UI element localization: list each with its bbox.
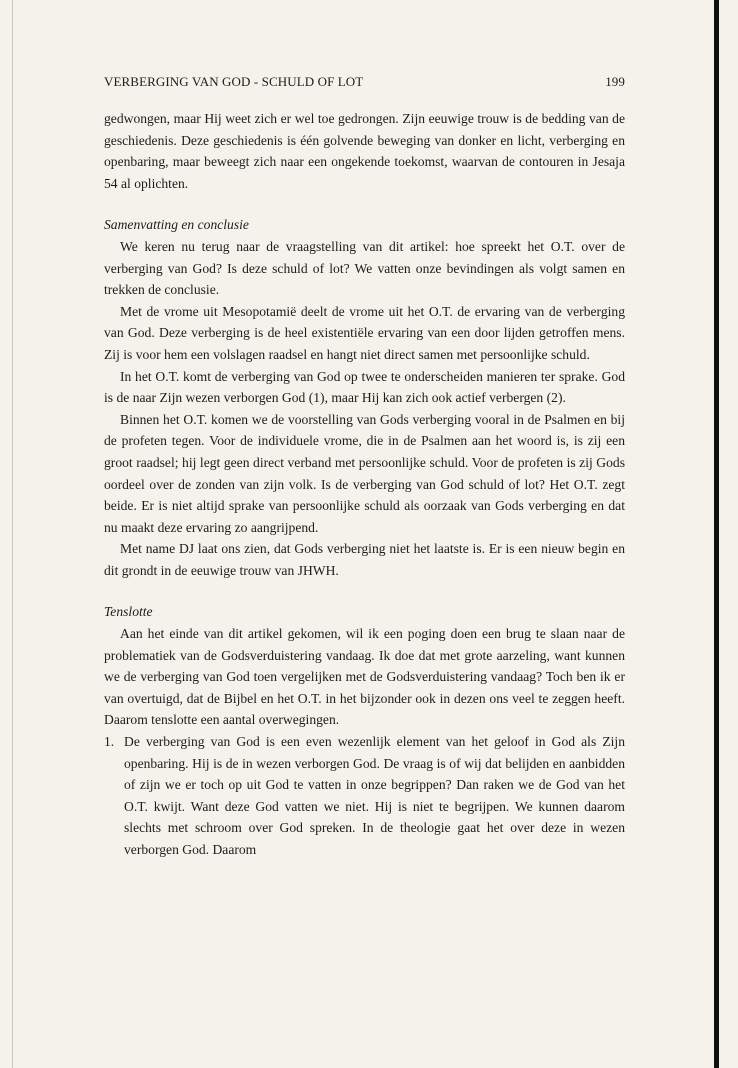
paragraph: Binnen het O.T. komen we de voorstelling van Gods verberging vooral in de Psalmen en bij de profeten tegen. Voor de individuele vrome, die in de Psalmen aan het woord is, is zij een groot raadsel; hij legt geen direct verband met persoonlijke schuld. Voor de profeten is zij Gods oordeel over de zonden van zijn volk. Is de verberging van God schuld of lot? Het O.T. zegt beide. Er is niet altijd sprake van persoonlijke schuld als oorzaak van Gods verberging en dat nu maakt deze ervaring zo aangrijpend.: [104, 411, 625, 535]
paragraph: In het O.T. komt de verberging van God op twee te onderscheiden manieren ter sprake. God is de naar Zijn wezen verborgen God (1), maar Hij kan zich ook actief verbergen (2).: [104, 368, 625, 406]
section-gap: [104, 581, 625, 601]
paragraph: Aan het einde van dit artikel gekomen, wil ik een poging doen een brug te slaan naar de problematiek van de Godsverduistering vandaag. Ik doe dat met grote aarzeling, want kunnen we de verberging van God toen vergelijken met de Godsverduistering vandaag? Toch ben ik er van overtuigd, dat de Bijbel en het O.T. in het bijzonder ook in dezen ons veel te zeggen heeft. Daarom tenslotte een aantal overwegingen.: [104, 626, 625, 728]
page-left-edge: [12, 0, 13, 1068]
list-text: De verberging van God is een even wezenlijk element van het geloof in God als Zijn openbaring. Hij is de in wezen verborgen God. De vraag is of wij dat belijden en aanbidden of zijn we er toch op uit God te vatten in onze begrippen? Dan raken we de God van het O.T. kwijt. Want deze God vatten we niet. Hij is niet te begrijpen. We kunnen daarom slechts met schroom over God spreken. In de theologie gaat het over deze in wezen verborgen God. Daarom: [124, 734, 625, 857]
section-heading-summary: Samenvatting en conclusie: [104, 217, 249, 233]
running-title: VERBERGING VAN GOD - SCHULD OF LOT: [104, 74, 364, 89]
scan-edge-bar: [714, 0, 719, 1068]
paragraph: Met name DJ laat ons zien, dat Gods verberging niet het laatste is. Er is een nieuw begin en dit grondt in de eeuwige trouw van JHWH.: [104, 541, 625, 578]
section-gap: [104, 194, 625, 214]
paragraph: Met de vrome uit Mesopotamië deelt de vrome uit het O.T. de ervaring van de verberging van God. Deze verberging is de heel existentiële ervaring van een door lijden getroffen mens. Zij is voor hem een volslagen raadsel en hangt niet direct samen met persoonlijke schuld.: [104, 303, 625, 362]
paragraph: We keren nu terug naar de vraagstelling van dit artikel: hoe spreekt het O.T. over de verberging van God? Is deze schuld of lot? We vatten onze bevindingen als volgt samen en trekken de conclusie.: [104, 238, 625, 298]
page-number: 199: [605, 74, 625, 89]
list-item: [104, 731, 625, 861]
page-body: [104, 108, 625, 861]
list-number: 1.: [104, 734, 115, 750]
paragraph-continuation: gedwongen, maar Hij weet zich er wel toe gedrongen. Zijn eeuwige trouw is de bedding van de geschiedenis. Deze geschiedenis is één golvende beweging van donker en licht, verberging en openbaring, maar beweegt zich naar een ongekende toekomst, waarvan de contouren in Jesaja 54 al oplichten.: [104, 111, 625, 191]
section-heading-finally: Tenslotte: [104, 604, 153, 620]
